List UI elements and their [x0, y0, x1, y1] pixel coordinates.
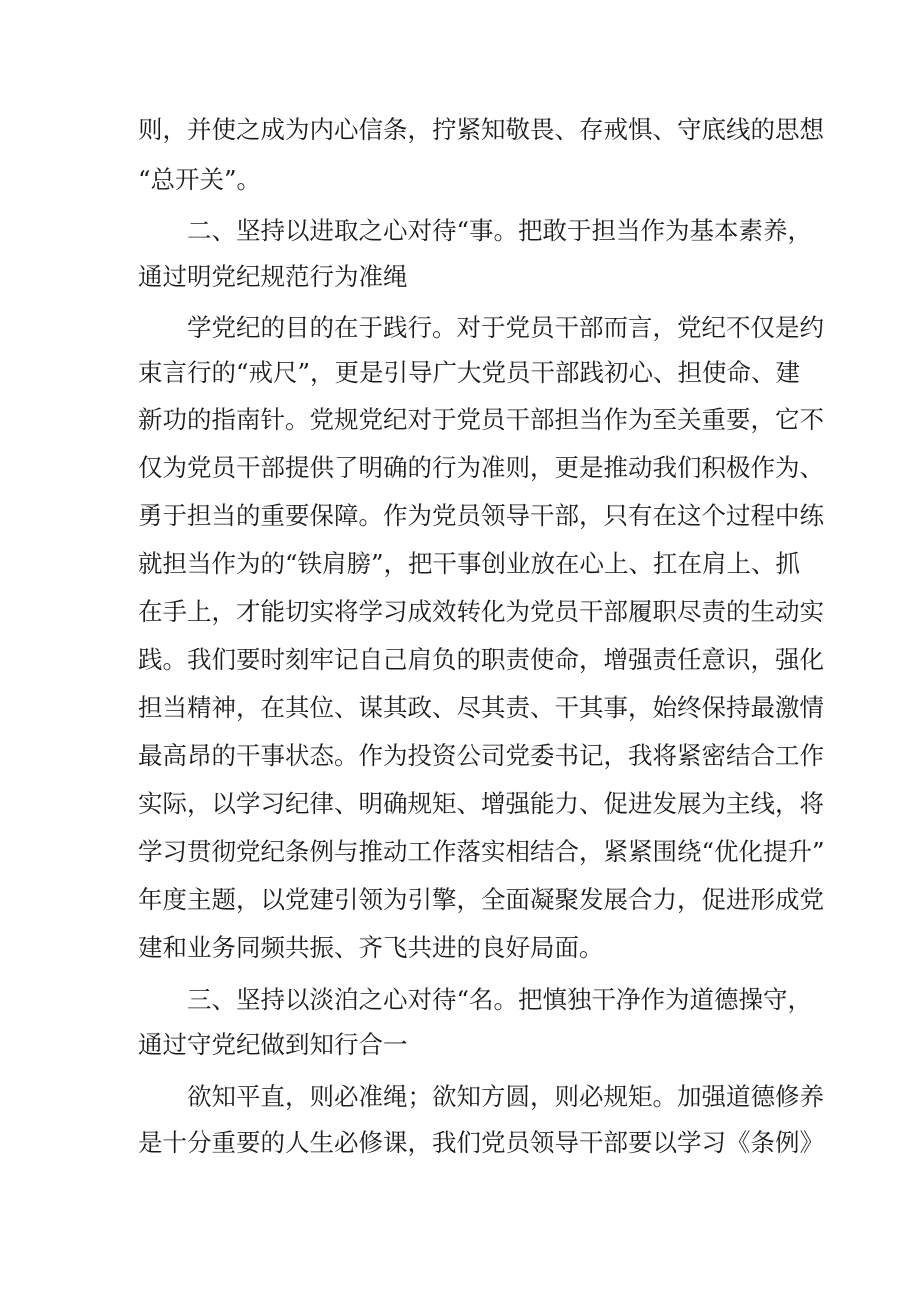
paragraph-line: 是十分重要的人生必修课，我们党员领导干部要以学习《条例》	[138, 1128, 824, 1157]
paragraph-line: 仅为党员干部提供了明确的行为准则，更是推动我们积极作为、	[138, 453, 824, 482]
section-heading-line: 二、坚持以进取之心对待“事。把敢于担当作为基本素养，	[187, 216, 813, 245]
paragraph-line: 践。我们要时刻牢记自己肩负的职责使命，增强责任意识，强化	[138, 645, 824, 674]
paragraph-line: 勇于担当的重要保障。作为党员领导干部，只有在这个过程中练	[138, 501, 824, 530]
paragraph-line: “总开关”。	[138, 165, 262, 194]
paragraph-line: 新功的指南针。党规党纪对于党员干部担当作为至关重要，它不	[138, 405, 824, 434]
paragraph-line: 学党纪的目的在于践行。对于党员干部而言，党纪不仅是约	[187, 313, 824, 342]
section-heading-line: 通过明党纪规范行为准绳	[138, 262, 408, 291]
section-heading-line: 三、坚持以淡泊之心对待“名。把慎独干净作为道德操守，	[187, 985, 813, 1014]
paragraph-line: 实际，以学习纪律、明确规矩、增强能力、促进发展为主线，将	[138, 789, 824, 818]
paragraph-line: 担当精神，在其位、谋其政、尽其责、干其事，始终保持最激情	[138, 693, 824, 722]
paragraph-line: 则，并使之成为内心信条，拧紧知敬畏、存戒惧、守底线的思想	[138, 115, 824, 144]
paragraph-line: 就担当作为的“铁肩膀”，把干事创业放在心上、扛在肩上、抓	[138, 549, 801, 578]
paragraph-line: 建和业务同频共振、齐飞共进的良好局面。	[138, 933, 604, 962]
paragraph-line: 年度主题，以党建引领为引擎，全面凝聚发展合力，促进形成党	[138, 885, 824, 914]
paragraph-line: 最高昂的干事状态。作为投资公司党委书记，我将紧密结合工作	[138, 741, 824, 770]
section-heading-line: 通过守党纪做到知行合一	[138, 1030, 408, 1059]
paragraph-line: 在手上，才能切实将学习成效转化为党员干部履职尽责的生动实	[138, 597, 824, 626]
paragraph-line: 束言行的“戒尺”，更是引导广大党员干部践初心、担使命、建	[138, 358, 801, 387]
paragraph-line: 欲知平直，则必准绳；欲知方圆，则必规矩。加强道德修养	[187, 1082, 824, 1111]
paragraph-line: 学习贯彻党纪条例与推动工作落实相结合，紧紧围绕“优化提升”	[138, 837, 825, 866]
